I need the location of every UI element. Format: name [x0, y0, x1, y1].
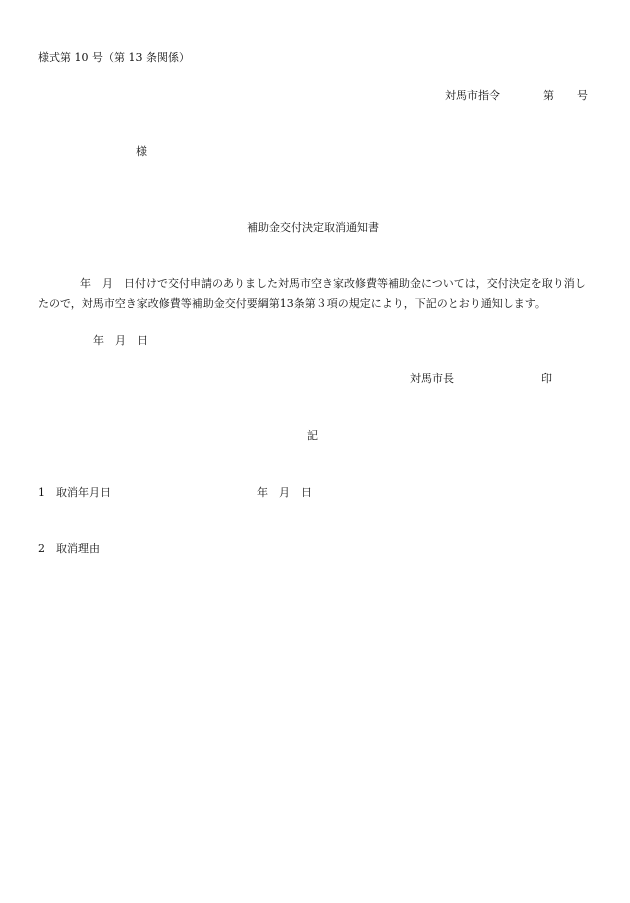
item-1-label: 1 取消年月日 [38, 486, 111, 499]
issuer-seal: 印 [541, 372, 552, 385]
body-line-2: たので，対馬市空き家改修費等補助金交付要綱第13条第３項の規定により，下記のとおり通知します。 [38, 297, 546, 310]
item-2-label: 2 取消理由 [38, 542, 100, 555]
document-title: 補助金交付決定取消通知書 [247, 221, 379, 234]
form-number-label: 様式第 10 号（第 13 条関係） [38, 51, 190, 64]
issuer-name: 対馬市長 [410, 372, 454, 385]
directive-dai: 第 [543, 89, 554, 102]
body-line-1: 年 月 日付けで交付申請のありました対馬市空き家改修費等補助金については，交付決定を取り消し [80, 277, 586, 290]
directive-prefix: 対馬市指令 [445, 89, 500, 102]
item-1-value: 年 月 日 [257, 486, 312, 499]
addressee-suffix: 様 [136, 145, 147, 158]
directive-go: 号 [577, 89, 588, 102]
ki-heading: 記 [307, 429, 318, 442]
notice-date: 年 月 日 [93, 334, 148, 347]
